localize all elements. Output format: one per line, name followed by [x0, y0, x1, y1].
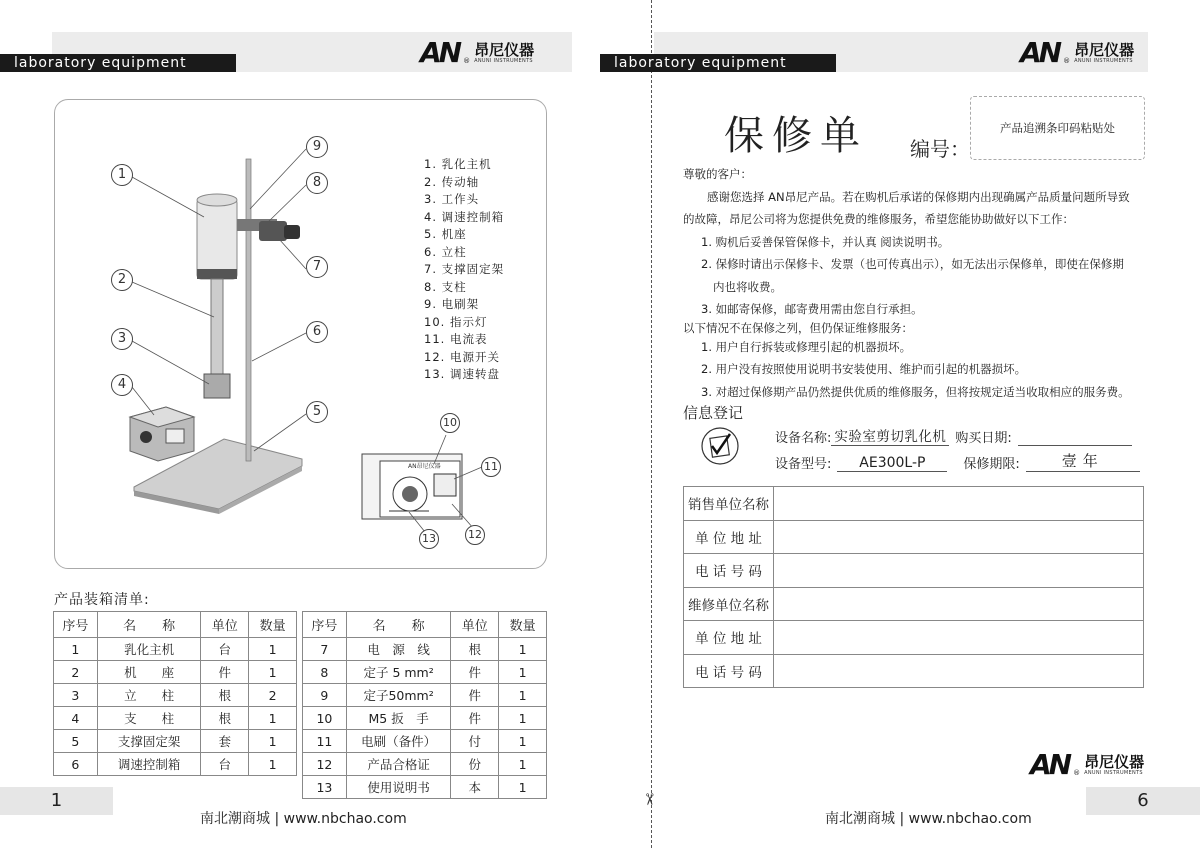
callout-3: 3	[111, 328, 133, 350]
warranty-period-field: 壹年	[1026, 450, 1140, 472]
checklist-icon	[700, 426, 740, 466]
part-item: 7. 支撑固定架	[424, 262, 505, 276]
fold-line	[651, 0, 652, 848]
part-item: 11. 电流表	[424, 332, 488, 346]
table-row: 13 使用说明书 本 1	[303, 776, 547, 799]
table-row: 10 M5 扳 手 件 1	[303, 707, 547, 730]
warranty-text: 尊敬的客户： 感谢您选择 AN昂尼产品。若在购机后承诺的保修期内出现确属产品质量问题所导致 的故障，昂尼公司将为您提供免费的维修服务，希望您能协助做好以下工作： 1. 购机后妥善保管保修卡，并认真 阅读说明书。 2. 保修时请出示保修卡、发票（也可传真出示），如无法出示保修单，即使在保修期 内也将收费。 3. 如邮寄保修，邮寄费用需由您自行承担。 以下情况不在保修之列，但仍保证维修服务： 1. 用户自行拆装或修理引起的机器损坏。 2. 用户没有按照使用说明书安装使用、维护而引起的机器损坏。 3. 对超过保修期产品仍然提供优质的维修服务，但将按规定适当收取相应的服务费。	[683, 167, 1130, 399]
table-row: 单 位 地 址	[684, 621, 1144, 655]
motor-body	[197, 199, 237, 279]
right-page-number: 6	[1086, 787, 1200, 815]
register-field[interactable]	[774, 487, 1144, 521]
scissors-icon: ✂	[640, 792, 660, 807]
register-field[interactable]	[774, 554, 1144, 588]
callout-10: 10	[440, 413, 460, 433]
serial-label: 编号：	[910, 137, 970, 161]
callout-1: 1	[111, 164, 133, 186]
table-row: 单 位 地 址	[684, 520, 1144, 554]
callout-11: 11	[481, 457, 501, 477]
purchase-date-field	[1018, 430, 1132, 446]
right-header-label: laboratory equipment	[600, 54, 836, 72]
packing-table-right: 序号 名 称 单位 数量 7 电 源 线 根 1 8 定子 5 mm² 件 1 9 定子50mm² 件 1 10 M5 扳 手 件 1 11 电刷（备件） 付 1 12 产品合格证 份 1 13 使用说明书 本 1	[302, 611, 547, 799]
left-footer: 南北潮商城 | www.nbchao.com	[200, 811, 407, 827]
table-row: 9 定子50mm² 件 1	[303, 684, 547, 707]
register-field[interactable]	[774, 587, 1144, 621]
callout-8: 8	[306, 172, 328, 194]
page-title: 保修单	[724, 113, 868, 159]
callout-13: 13	[419, 529, 439, 549]
column-rod	[246, 159, 251, 461]
callout-9: 9	[306, 136, 328, 158]
register-field[interactable]	[774, 621, 1144, 655]
table-row: 销售单位名称	[684, 487, 1144, 521]
left-page-number: 1	[0, 787, 113, 815]
work-head	[204, 374, 230, 398]
info-heading: 信息登记	[683, 404, 744, 422]
callout-12: 12	[465, 525, 485, 545]
callout-5: 5	[306, 401, 328, 423]
callout-2: 2	[111, 269, 133, 291]
table-row: 电 话 号 码	[684, 554, 1144, 588]
packing-table-left: 序号 名 称 单位 数量 1 乳化主机 台 1 2 机 座 件 1 3 立 柱 根 2 4 支 柱 根 1 5 支撑固定架 套 1 6 调速控制箱 台 1	[53, 611, 297, 776]
table-row: 12 产品合格证 份 1	[303, 753, 547, 776]
control-box-brand: AN昂尼仪器	[408, 463, 441, 470]
bottom-logo: AN ® 昂尼仪器 ANUNI INSTRUMENTS	[1030, 748, 1145, 781]
part-item: 2. 传动轴	[424, 174, 480, 189]
table-row: 2 机 座 件 1	[54, 661, 297, 684]
part-item: 12. 电源开关	[424, 349, 500, 364]
callout-4: 4	[111, 374, 133, 396]
drive-shaft	[211, 279, 223, 379]
left-header-label: laboratory equipment	[0, 54, 236, 72]
device-info: 设备名称: 实验室剪切乳化机 购买日期: 设备型号: AE300L-P 保修期限: 壹年	[775, 426, 1145, 472]
part-item: 5. 机座	[424, 227, 467, 241]
right-footer: 南北潮商城 | www.nbchao.com	[825, 811, 1032, 827]
register-field[interactable]	[774, 654, 1144, 688]
table-row: 6 调速控制箱 台 1	[54, 753, 297, 776]
table-row: 电 话 号 码	[684, 654, 1144, 688]
part-item: 4. 调速控制箱	[424, 209, 505, 224]
part-item: 3. 工作头	[424, 192, 480, 206]
callout-7: 7	[306, 256, 328, 278]
parts-list	[424, 156, 504, 384]
table-row: 维修单位名称	[684, 587, 1144, 621]
table-row: 11 电刷（备件） 付 1	[303, 730, 547, 753]
part-item: 8. 支柱	[424, 279, 467, 294]
table-row: 4 支 柱 根 1	[54, 707, 297, 730]
device-name-field: 实验室剪切乳化机	[831, 425, 949, 446]
register-table	[683, 486, 1144, 688]
table-row: 7 电 源 线 根 1	[303, 638, 547, 661]
part-item: 10. 指示灯	[424, 314, 488, 329]
device-model-field: AE300L-P	[837, 455, 947, 472]
right-logo: AN ® 昂尼仪器 ANUNI INSTRUMENTS	[1020, 36, 1135, 69]
part-item: 1. 乳化主机	[424, 157, 492, 171]
table-row: 1 乳化主机 台 1	[54, 638, 297, 661]
part-item: 13. 调速转盘	[424, 367, 500, 381]
register-field[interactable]	[774, 520, 1144, 554]
an-logo-mark: AN	[420, 36, 460, 69]
table-row: 8 定子 5 mm² 件 1	[303, 661, 547, 684]
table-row: 3 立 柱 根 2	[54, 684, 297, 707]
table-row: 5 支撑固定架 套 1	[54, 730, 297, 753]
part-item: 9. 电刷架	[424, 297, 480, 311]
packing-title: 产品装箱清单:	[54, 592, 150, 608]
left-logo: AN ® 昂尼仪器 ANUNI INSTRUMENTS	[420, 36, 535, 69]
part-item: 6. 立柱	[424, 244, 467, 259]
callout-6: 6	[306, 321, 328, 343]
barcode-box: 产品追溯条印码粘贴处	[970, 96, 1145, 160]
